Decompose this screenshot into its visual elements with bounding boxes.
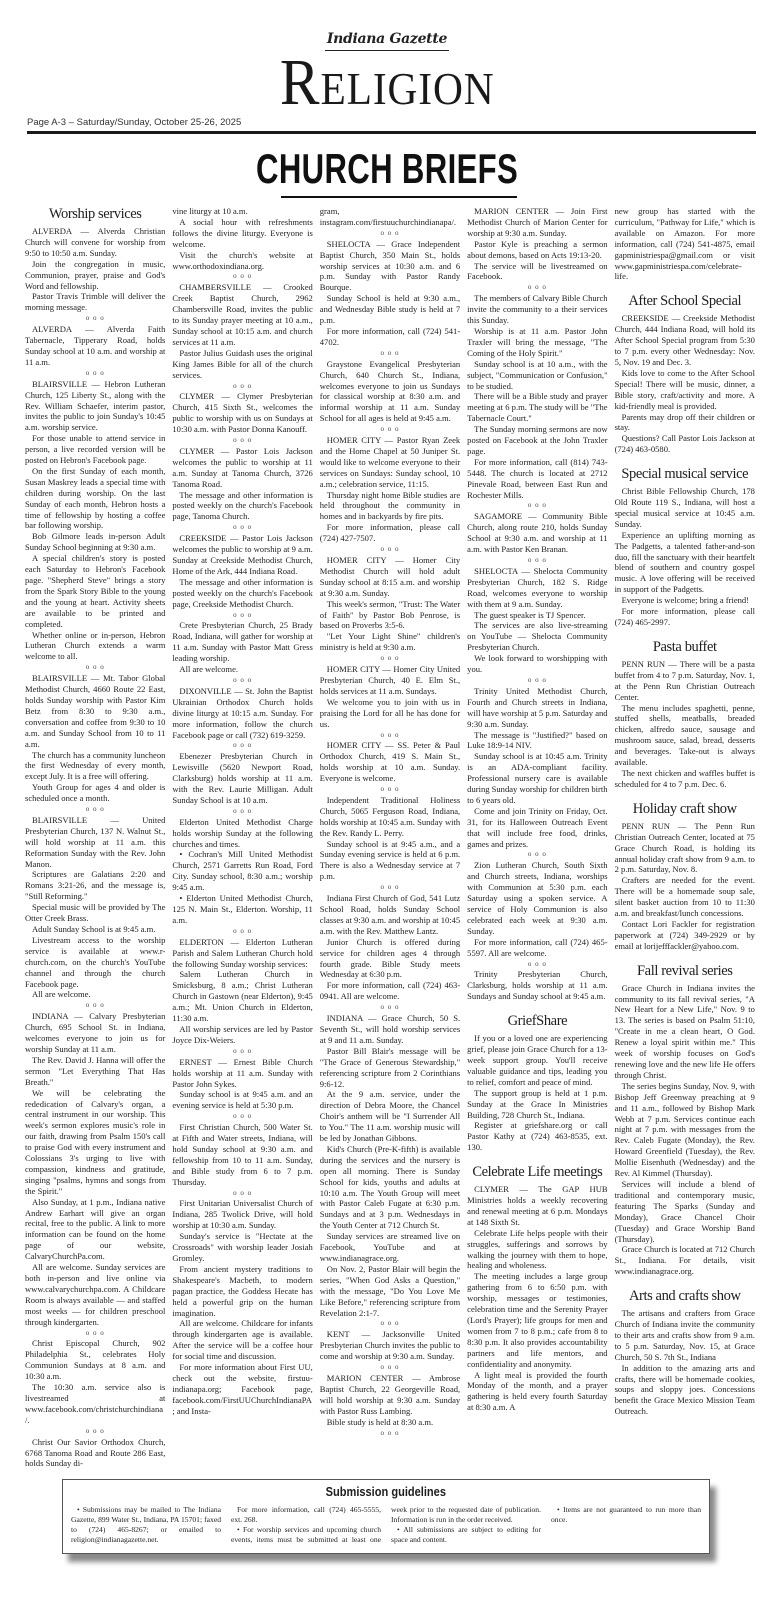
brief-paragraph: Pastor Kyle is preaching a sermon about demons, based on Acts 19:13-20. (467, 238, 608, 260)
item-separator: o o o (233, 523, 253, 532)
item-separator: o o o (380, 1319, 400, 1328)
brief-paragraph-continued: new group has started with the curriculum, "Pathway for Life," which is available on Amazon. For more information, call (724) 541-4875, email gapministriespa@gmail.com or visit www.gapministriespa.com/celebrate-life. (614, 206, 755, 282)
brief-paragraph: Experience an uplifting morning as The Padgetts, a talented father-and-son duo, fill the sanctuary with their heartfelt blend of southern and country gospel music. A love offering will be received in support of the Padgetts. (614, 529, 755, 595)
brief-paragraph: The services are also live-streaming on YouTube — Shelocta Community Presbyterian Church. (467, 620, 608, 653)
brief-paragraph: The support group is held at 1 p.m. Sunday at the Grace In Ministries Building, 728 Church St., Indiana. (467, 1087, 608, 1120)
section-heading: Holiday craft show (632, 800, 737, 817)
item-separator: o o o (380, 883, 400, 892)
item-separator: o o o (233, 272, 253, 281)
item-separator: o o o (380, 654, 400, 663)
brief-paragraph: We look forward to worshipping with you. (467, 653, 608, 675)
brief-paragraph: For more information, call (724) 463-0941. All are welcome. (319, 980, 461, 1002)
brief-paragraph-continued: vine liturgy at 10 a.m. (172, 206, 248, 216)
brief-paragraph: BLAIRSVILLE — Mt. Tabor Global Methodist Church, 4660 Route 22 East, holds Sunday worship with Pastor Kim Betz from 8:30 to 9:30 a.m., conversation and coffee from 9:30 to 10 a.m. and Sunday School from 10 to 11 a.m. (25, 673, 166, 749)
brief-paragraph: Sunday School is held at 9:30 a.m., and Wednesday Bible study is held at 7 p.m. (319, 293, 461, 326)
brief-paragraph: Zion Lutheran Church, South Sixth and Church streets, Indiana, worships with Communion at 5:30 p.m. each Saturday using a spoken service. A service of Holy Communion is also celebrated each week at 9:30 a.m. Sunday. (467, 860, 608, 936)
brief-paragraph: Youth Group for ages 4 and older is scheduled once a month. (25, 782, 166, 804)
brief-paragraph: HOMER CITY — SS. Peter & Paul Orthodox Church, 419 S. Main St., holds worship at 10 a.m. Sunday. Everyone is welcome. (319, 740, 461, 784)
brief-paragraph: This week's sermon, "Trust: The Water of Faith" by Pastor Bob Penrose, is based on Proverbs 3:5-6. (319, 598, 461, 631)
article-columns (25, 206, 755, 1469)
brief-paragraph: MARION CENTER — Join First Methodist Church of Marion Center for worship at 9:30 a.m. Sunday. (467, 206, 608, 238)
brief-paragraph: Christ Our Savior Orthodox Church, 6768 Tanoma Road and Route 286 East, holds Sunday di- (25, 1436, 166, 1469)
brief-paragraph: Crafters are needed for the event. There will be a homemade soup sale, silent basket auction from 10 to 11:30 a.m. and breakfast/lunch concessions. (614, 875, 755, 919)
guideline-paragraph: • Submissions may be mailed to The Indiana Gazette, 899 Water St., Indiana, PA 15701; faxed to (724) 465-8267; or emailed to religion@indianagazette.net. (71, 1505, 221, 1545)
brief-paragraph: Grace Church in Indiana invites the community to its fall revival series, "A New Heart for a New Life," Nov. 9 to 13. The series is based on Psalm 51:10, "Create in me a clean heart, O God. Renew a loyal spirit within me." This week of worship focuses on God's renewing love and the new life He offers through Christ. (614, 982, 755, 1080)
brief-paragraph: CREEKSIDE — Pastor Lois Jackson welcomes the public to worship at 9 a.m. Sunday at Creekside Methodist Church, Home of the Ark, 444 Indiana Road. (172, 533, 313, 576)
brief-paragraph: Special music will be provided by The Otter Creek Brass. (25, 902, 166, 924)
brief-paragraph: All are welcome. Childcare for infants through kindergarten age is available. After the service will be a coffee hour for social time and discussion. (172, 1318, 313, 1362)
brief-paragraph: HOMER CITY — Homer City Methodist Church will hold adult Sunday school at 8:15 a.m. and worship at 9:30 a.m. Sunday. (319, 555, 461, 598)
brief-paragraph: In addition to the amazing arts and crafts, there will be homemade cookies, soups and sloppy joes. Concessions benefit the Grace Mexico Mission Team Outreach. (614, 1362, 755, 1417)
brief-paragraph: ALVERDA — Alverda Faith Tabernacle, Tipperary Road, holds Sunday school at 10 a.m. and worship at 11 a.m. (25, 324, 166, 367)
item-separator: o o o (85, 314, 105, 323)
brief-paragraph: Livestream access to the worship service is available at www.r-church.com, on the church's YouTube channel and through the church Facebook page. (25, 934, 166, 989)
brief-paragraph: The church has a community luncheon the first Wednesday of every month, except July. It is a free will offering. (25, 749, 166, 782)
submission-guidelines-title (63, 1484, 709, 1499)
section-heading: Special musical service (621, 466, 749, 483)
brief-paragraph: Elderton United Methodist Charge holds worship Sunday at the following churches and times. (172, 816, 313, 849)
brief-paragraph: All are welcome. (179, 664, 239, 675)
newspaper-name: Indiana Gazette (325, 31, 449, 51)
brief-paragraph: PENN RUN — The Penn Run Christian Outreach Center, located at 75 Grace Church Road, is holding its annual holiday craft show from 9 a.m. to 2 p.m. Saturday, Nov. 8. (614, 820, 755, 875)
brief-paragraph: Christ Episcopal Church, 902 Philadelphia St., celebrates Holy Communion Sundays at 8 a.m. and 10:30 a.m. (25, 1338, 166, 1382)
brief-paragraph: INDIANA — Calvary Presbyterian Church, 695 School St. in Indiana, welcomes everyone to join us for worship Sunday at 11 a.m. (25, 1011, 166, 1054)
brief-paragraph: Sunday services are streamed live on Facebook, YouTube and at www.indianagrace.org. (319, 1231, 461, 1263)
brief-paragraph: Trinity United Methodist Church, Fourth and Church streets in Indiana, will have worship at 5 p.m. Saturday and 9:30 a.m. Sunday. (467, 685, 608, 729)
brief-paragraph: The 10:30 a.m. service also is livestreamed at www.facebook.com/christchurchindiana/. (25, 1382, 166, 1425)
item-separator: o o o (527, 959, 547, 968)
brief-paragraph: Graystone Evangelical Presbyterian Church, 640 Church St., Indiana, welcomes everyone to join us Sundays for classical worship at 8:30 a.m. and informal worship at 11 a.m. Sunday School for all ages is held at 9:45 a.m. (319, 358, 461, 424)
brief-paragraph: For more information about First UU, check out the website, firstuu-indianapa.org; Facebook page, facebook.com/FirstUUChurchIndianaPA; and Insta- (172, 1362, 313, 1416)
brief-paragraph: CLYMER — The GAP HUB Ministries holds a weekly recovering and renewal meeting at 6 p.m. Mondays at 148 Sixth St. (467, 1184, 608, 1227)
submission-guidelines-text (63, 1505, 709, 1545)
brief-paragraph: Indiana First Church of God, 541 Lutz School Road, holds Sunday School classes at 9:30 a.m. and worship at 10:45 a.m. with the Rev. Matthew Lantz. (319, 893, 461, 936)
item-separator: o o o (527, 501, 547, 510)
brief-paragraph: Pastor Julius Guidash uses the original King James Bible for all of the church services. (172, 347, 313, 380)
brief-paragraph: The series begins Sunday, Nov. 9, with Bishop Jeff Greenway preaching at 9 and 11 a.m., followed by Bishop Mark Webb at 7 p.m. Services continue each night at 7 p.m. with messages from the Rev. Caleb Fugate (Monday), the Rev. Howard Greenfield (Tuesday), the Rev. Mollie Eisenhuth (Wednesday) and the Rev. Al Kimmel (Thursday). (614, 1080, 755, 1179)
guideline-paragraph: • Items are not guaranteed to run more than once. (551, 1505, 701, 1525)
brief-paragraph: All worship services are led by Pastor Joyce Dix-Weiers. (172, 1023, 313, 1045)
brief-paragraph: The guest speaker is TJ Spencer. (474, 609, 586, 620)
brief-paragraph: All are welcome. Sunday services are both in-person and live online via www.calvarychurchpa.com. A Childcare Room is always available — and staffed most weeks — for children preschool through kindergarten. (25, 1262, 166, 1327)
brief-paragraph: On Nov. 2, Pastor Blair will begin the series, "When God Asks a Question," with the message, "Do You Love Me Like Before," referencing scripture from Revelation 2:1-7. (319, 1263, 461, 1318)
brief-paragraph: A social hour with refreshments follows the divine liturgy. Everyone is welcome. (172, 216, 313, 249)
brief-paragraph: Join the congregation in music, Communion, prayer, praise and God's Word and fellowship. (25, 258, 166, 291)
item-separator: o o o (233, 741, 253, 750)
brief-paragraph: Sunday school is at 9:45 a.m. and an evening service is held at 5:30 p.m. (172, 1089, 313, 1111)
brief-paragraph: For those unable to attend service in person, a live recorded version will be posted on Hebron's Facebook page. (25, 433, 166, 466)
brief-paragraph: We will be celebrating the rededication of Calvary's organ, a central instrument in our worship. This week's sermon explores music's role in our faith, drawing from Psalm 150's call to praise God with every instrument and Colossians 3's urging to live with compassion, kindness and gratitude, singing "psalms, hymns and songs from the Spirit." (25, 1087, 166, 1196)
brief-paragraph: Visit the church's website at www.orthodoxindiana.org. (172, 249, 313, 271)
item-separator: o o o (233, 1046, 253, 1055)
brief-paragraph: Sunday school is at 9:45 a.m., and a Sunday evening service is held at 6 p.m. There is also a Wednesday service at 7 p.m. (319, 838, 461, 882)
page-header (0, 0, 774, 206)
brief-paragraph: Bible study is held at 8:30 a.m. (326, 1416, 434, 1427)
brief-paragraph: Parents may drop off their children or stay. (614, 411, 755, 433)
brief-paragraph: For more information, please call (724) 427-7507. (319, 522, 461, 544)
column-2 (172, 206, 312, 1417)
item-separator: o o o (233, 381, 253, 390)
brief-paragraph: CHAMBERSVILLE — Crooked Creek Baptist Church, 2962 Chambersville Road, invites the public to its Sunday prayer meeting at 10 a.m., Sunday school at 10:15 a.m. and church services at 11 a.m. (172, 282, 313, 347)
item-separator: o o o (527, 283, 547, 292)
brief-paragraph: Sunday school is at 10 a.m., with the subject, "Communication or Confusion," to be studied. (467, 358, 608, 391)
brief-paragraph: For more information, call (814) 743-5448. The church is located at 2712 Pinevale Road, between East Run and Rochester Mills. (467, 456, 608, 500)
brief-paragraph: CLYMER — Clymer Presbyterian Church, 415 Sixth St., welcomes the public to worship with us on Sundays at 10:30 a.m. with Pastor Donna Kanouff. (172, 391, 313, 435)
item-separator: o o o (380, 348, 400, 357)
brief-paragraph: Independent Traditional Holiness Church, 5065 Ferguson Road, Indiana, holds worship at 10:45 a.m. Sunday with the Rev. Randy L. Perry. (319, 794, 461, 838)
brief-paragraph: The members of Calvary Bible Church invite the community to a their services this Sunday. (467, 293, 608, 326)
item-separator: o o o (233, 610, 253, 619)
item-separator: o o o (233, 675, 253, 684)
page-title (0, 146, 774, 192)
item-separator: o o o (85, 368, 105, 377)
brief-paragraph: The Rev. David J. Hanna will offer the sermon "Let Everything That Has Breath." (25, 1054, 166, 1087)
dateline: Page A-3 – Saturday/Sunday, October 25-26, 2025 (27, 117, 242, 128)
brief-paragraph: Grace Church is located at 712 Church St., Indiana. For details, visit www.indianagrace.org. (614, 1244, 755, 1277)
item-separator: o o o (233, 806, 253, 815)
item-separator: o o o (233, 436, 253, 445)
brief-paragraph: Register at griefshare.org or call Pastor Kathy at (724) 463-8535, ext. 130. (467, 1120, 608, 1153)
brief-paragraph: Scriptures are Galatians 2:20 and Romans 3:21-26, and the message is, "Still Reforming." (25, 869, 166, 902)
brief-paragraph: If you or a loved one are experiencing grief, please join Grace Church for a 13-week support group. You'll receive valuable guidance and tips, leading you to relief, comfort and peace of mind. (467, 1033, 608, 1087)
section-heading: Arts and crafts show (628, 1288, 741, 1305)
brief-paragraph: "Let Your Light Shine" children's ministry is held at 9:30 a.m. (319, 631, 461, 653)
column-1 (25, 206, 165, 1469)
brief-paragraph: The message and other information is posted weekly on the church's Facebook page, Creekside Methodist Church. (172, 576, 313, 609)
brief-paragraph: The service will be livestreamed on Facebook. (467, 260, 608, 282)
item-separator: o o o (233, 1112, 253, 1121)
brief-paragraph: KENT — Jacksonville United Presbyterian Church invites the public to come and worship at 9:30 a.m. Sunday. (319, 1329, 461, 1362)
brief-paragraph: For more information, call (724) 541-4702. (319, 325, 461, 347)
brief-paragraph: Questions? Call Pastor Lois Jackson at (724) 463-0580. (614, 433, 755, 455)
brief-paragraph: For more information, please call (724) 465-2997. (614, 606, 755, 627)
guideline-paragraph: For more information, call (724) 465-5555, ext. 268. (231, 1505, 381, 1525)
item-separator: o o o (527, 850, 547, 859)
brief-paragraph: BLAIRSVILLE — Hebron Lutheran Church, 125 Liberty St., along with the Rev. William Schaefer, interim pastor, invites the public to join Sunday's 10:45 a.m. worship service. (25, 378, 166, 433)
brief-paragraph: Celebrate Life helps people with their struggles, sufferings and sorrows by walking the journey with them to hope, healing and wholeness. (467, 1227, 608, 1271)
brief-paragraph: • Elderton United Methodist Church, 125 N. Main St., Elderton. Worship, 11 a.m. (172, 893, 313, 925)
brief-paragraph: The message and other information is posted weekly on the church's Facebook page, Tanoma Church. (172, 489, 313, 522)
brief-paragraph: First Unitarian Universalist Church of Indiana, 285 Twolick Drive, will hold worship at 10:30 a.m. Sunday. (172, 1198, 313, 1231)
brief-paragraph: Adult Sunday School is at 9:45 a.m. (32, 924, 156, 934)
brief-paragraph: Pastor Bill Blair's message will be "The Grace of Generous Stewardship," referencing scripture from 2 Corinthians 9:6-12. (319, 1045, 461, 1089)
brief-paragraph: We welcome you to join with us in praising the Lord for all he has done for us. (319, 696, 461, 729)
brief-paragraph: There will be a Bible study and prayer meeting at 6 p.m. The study will be "The Tabernacle Court." (467, 391, 608, 424)
brief-paragraph-continued: gram, instagram.com/firstuuchurchindianapa/. (319, 206, 457, 227)
brief-paragraph: ELDERTON — Elderton Lutheran Parish and Salem Lutheran Church hold the following Sunday worship services: (172, 936, 313, 969)
header-rule (27, 131, 756, 134)
brief-paragraph: SAGAMORE — Community Bible Church, along route 210, holds Sunday School at 9:30 a.m. and worship at 11 a.m. with Pastor Ken Branan. (467, 511, 608, 555)
item-separator: o o o (233, 1188, 253, 1197)
column-3 (320, 206, 460, 1438)
submission-title-text: Submission guidelines (325, 1484, 447, 1500)
brief-paragraph: Thursday night home Bible studies are held throughout the community in homes and in backyards by fire pits. (319, 489, 461, 522)
column-5 (615, 206, 755, 1417)
brief-paragraph: SHELOCTA — Shelocta Community Presbyterian Church, 182 S. Ridge Road, welcomes everyone to worship with them at 9 a.m. Sunday. (467, 565, 608, 609)
section-title (0, 46, 774, 119)
brief-paragraph: For more information, call (724) 465-5597. All are welcome. (467, 936, 608, 958)
brief-paragraph: Crete Presbyterian Church, 25 Brady Road, Indiana, will gather for worship at 11 a.m. Sunday with Pastor Matt Gress leading worship. (172, 620, 313, 664)
brief-paragraph: Christ Bible Fellowship Church, 178 Old Route 119 S., Indiana, will host a special musical service at 10:45 a.m. Sunday. (614, 486, 755, 529)
item-separator: o o o (85, 1328, 105, 1337)
brief-paragraph: Sunday's service is "Hectate at the Crossroads" with worship leader Josiah Gromley. (172, 1231, 313, 1263)
brief-paragraph: Kids love to come to the After School Special! There will be music, dinner, a Bible story, craft/activity and more. A kid-friendly meal is provided. (614, 367, 755, 411)
brief-paragraph: Junior Church is offered during service for children ages 4 through fourth grade. Bible Study meets Wednesday at 6:30 p.m. (319, 936, 461, 980)
brief-paragraph: From ancient mystery traditions to Shakespeare's Macbeth, to modern pagan practice, the Goddess Hecate has held a powerful grip on the human imagination. (172, 1263, 313, 1318)
item-separator: o o o (527, 675, 547, 684)
page-title-text: CHURCH BRIEFS (255, 145, 519, 192)
section-heading: Fall revival series (637, 962, 733, 979)
brief-paragraph: ERNEST — Ernest Bible Church holds worship at 11 a.m. Sunday with Pastor John Sykes. (172, 1056, 313, 1089)
section-heading: After School Special (628, 293, 742, 310)
item-separator: o o o (85, 663, 105, 672)
brief-paragraph: MARION CENTER — Ambrose Baptist Church, 22 Georgeville Road, will hold worship at 9:30 a.m. Sunday with Pastor Russ Lambing. (319, 1372, 461, 1416)
brief-paragraph: Also Sunday, at 1 p.m., Indiana native Andrew Earhart will give an organ recital, free to the public. A link to more information can be found on the home page of our website, CalvaryChurchPa.com. (25, 1196, 166, 1262)
brief-paragraph: The next chicken and waffles buffet is scheduled for 4 to 7 p.m. Dec. 6. (614, 767, 755, 789)
brief-paragraph: DIXONVILLE — St. John the Baptist Ukrainian Orthodox Church holds divine liturgy at 10:15 a.m. Sunday. For more information, follow the church Facebook page or call (732) 619-3259. (172, 685, 313, 740)
brief-paragraph: HOMER CITY — Pastor Ryan Zeek and the Home Chapel at 50 Juniper St. would like to welcome everyone to their services on Sundays: Sunday school, 10 a.m.; celebration service, 11:15. (319, 435, 461, 489)
brief-paragraph: First Christian Church, 500 Water St. at Fifth and Water streets, Indiana, will hold Sunday school at 9:30 a.m. and fellowship from 10 to 11 a.m. Sunday, and Bible study from 6 to 7 p.m. Thursday. (172, 1122, 313, 1187)
brief-paragraph: The artisans and crafters from Grace Church of Indiana invite the community to their arts and crafts show from 9 a.m. to 5 p.m. Saturday, Nov. 15, at Grace Church, 50 S. 7th St., Indiana (614, 1308, 755, 1362)
brief-paragraph: Services will include a blend of traditional and contemporary music, featuring The Sparks (Sunday and Monday), Grace Chancel Choir (Tuesday) and Grace Worship Band (Thursday). (614, 1178, 755, 1244)
brief-paragraph: The meeting includes a large group gathering from 6 to 6:50 p.m. with worship, messages or testimonies, celebration time and the Serenity Prayer (Lord's Prayer); life groups for men and women from 7 to 8 p.m.; cafe from 8 to 8:30 p.m. It also provides accountability partners and life mentors, and confidentiality and anonymity. (467, 1271, 608, 1369)
section-title-text: Religion (279, 46, 495, 119)
brief-paragraph: On the first Sunday of each month, Susan Maskrey leads a special time with children during worship. On the last Sunday of each month, Hebron hosts a time of fellowship by hosting a coffee bar following worship. (25, 465, 166, 531)
item-separator: o o o (380, 785, 400, 794)
item-separator: o o o (380, 228, 400, 237)
brief-paragraph: • Cochran's Mill United Methodist Church, 2571 Garretts Run Road, Ford City. Sunday school, 8:30 a.m.; worship 9:45 a.m. (172, 849, 313, 893)
brief-paragraph: Whether online or in-person, Hebron Lutheran Church extends a warm welcome to all. (25, 629, 166, 662)
brief-paragraph: The message is "Justified?" based on Luke 18:9-14 NIV. (467, 729, 608, 751)
brief-paragraph: A light meal is provided the fourth Monday of the month, and a prayer gathering is held every fourth Saturday at 8:30 a.m. A (467, 1369, 608, 1413)
item-separator: o o o (85, 1001, 105, 1010)
submission-guidelines-box (62, 1479, 710, 1554)
brief-paragraph: CLYMER — Pastor Lois Jackson welcomes the public to worship at 11 a.m. Sunday at Tanoma Church, 3726 Tanoma Road. (172, 445, 313, 489)
item-separator: o o o (527, 556, 547, 564)
brief-paragraph: All are welcome. (32, 989, 91, 1000)
brief-paragraph: Ebenezer Presbyterian Church in Lewisville (5620 Newport Road, Clarksburg) holds worship at 11 a.m. with the Rev. Laurie Milligan. Adult Sunday School is at 10 a.m. (172, 751, 313, 805)
brief-paragraph: Come and join Trinity on Friday, Oct. 31, for its Halloween Outreach Event that will include free food, drinks, games and prizes. (467, 805, 608, 849)
item-separator: o o o (380, 1363, 400, 1372)
brief-paragraph: Worship is at 11 a.m. Pastor John Traxler will bring the message, "The Coming of the Holy Spirit." (467, 325, 608, 358)
section-heading: GriefShare (507, 1013, 568, 1030)
brief-paragraph: The Sunday morning sermons are now posted on Facebook at the John Traxler page. (467, 424, 608, 456)
brief-paragraph: Salem Lutheran Church in Smicksburg, 8 a.m.; Christ Lutheran Church in Gastown (near Elderton), 9:45 a.m.; Mt. Union Church in Elderton, 11:30 a.m. (172, 969, 313, 1024)
item-separator: o o o (85, 805, 105, 814)
item-separator: o o o (233, 926, 253, 935)
item-separator: o o o (85, 1426, 105, 1435)
item-separator: o o o (380, 730, 400, 739)
brief-paragraph: The menu includes spaghetti, penne, stuffed shells, meatballs, breaded chicken, alfredo sauce, sausage and mushroom sauce, salad, bread, desserts and beverages. Take-out is always available. (614, 702, 755, 768)
item-separator: o o o (380, 545, 400, 554)
brief-paragraph: PENN RUN — There will be a pasta buffet from 4 to 7 p.m. Saturday, Nov. 1, at the Penn Run Christian Outreach Center. (614, 658, 755, 702)
brief-paragraph: At the 9 a.m. service, under the direction of Debra Moore, the Chancel Choir's anthem will be "I Surrender All to You." The 11 a.m. worship music will be led by Jonathan Gibbons. (319, 1089, 461, 1144)
brief-paragraph: Sunday school is at 10:45 a.m. Trinity is an ADA-compliant facility. Professional nursery care is available during Sunday worship for children birth to 6 years old. (467, 751, 608, 805)
item-separator: o o o (380, 425, 400, 434)
brief-paragraph: BLAIRSVILLE — United Presbyterian Church, 137 N. Walnut St., will hold worship at 11 a.m. this Reformation Sunday with the Rev. John Manon. (25, 814, 166, 869)
brief-paragraph: A special children's story is posted each Saturday to Hebron's Facebook page. "Shepherd Steve" brings a story from the Spark Story Bible to the young and the young at heart. Activity sheets are available to be printed and completed. (25, 553, 166, 629)
brief-paragraph: ALVERDA — Alverda Christian Church will convene for worship from 9:50 to 10:50 a.m. Sunday. (25, 226, 166, 258)
guideline-paragraph: • All submissions are subject to editing for space and content. (391, 1525, 541, 1545)
item-separator: o o o (380, 1428, 400, 1437)
brief-paragraph: Bob Gilmore leads in-person Adult Sunday School beginning at 9:30 a.m. (25, 531, 166, 553)
brief-paragraph: Everyone is welcome; bring a friend! (621, 595, 750, 606)
brief-paragraph: Pastor Travis Trimble will deliver the morning message. (25, 291, 166, 313)
section-heading: Pasta buffet (652, 638, 717, 655)
column-4 (467, 206, 607, 1413)
brief-paragraph: Contact Lori Fackler for registration paperwork at (724) 349-2929 or by email at lorijefffackler@yahoo.com. (614, 918, 755, 951)
section-heading: Worship services (48, 206, 142, 222)
brief-paragraph: HOMER CITY — Homer City United Presbyterian Church, 40 E. Elm St., holds services at 11 a.m. Sundays. (319, 664, 461, 696)
section-heading: Celebrate Life meetings (472, 1164, 603, 1181)
brief-paragraph: Kid's Church (Pre-K-fifth) is available during the services and the nursery is open all morning. There is Sunday School for kids, youths and adults at 10:10 a.m. The Youth Group will meet with Pastor Caleb Fugate at 6:30 p.m. Sundays and at 3 p.m. Wednesdays in the Youth Center at 712 Church St. (319, 1143, 461, 1231)
brief-paragraph: CREEKSIDE — Creekside Methodist Church, 444 Indiana Road, will hold its After School Special program from 5:30 to 7 p.m. every other Wednesday: Nov. 5, Nov. 19 and Dec. 3. (614, 313, 755, 367)
page-title-underline (281, 196, 517, 198)
guideline-paragraph: • For worship services and upcoming church events, items must be submitted at least one week prior to the requested date of publication. Information is run in the order received. (231, 1505, 541, 1545)
brief-paragraph: INDIANA — Grace Church, 50 S. Seventh St., will hold worship services at 9 and 11 a.m. Sunday. (319, 1013, 461, 1045)
item-separator: o o o (380, 1003, 400, 1012)
brief-paragraph: SHELOCTA — Grace Independent Baptist Church, 350 Main St., holds worship services at 10:30 a.m. and 6 p.m. Sunday with Pastor Randy Bourque. (319, 238, 461, 293)
brief-paragraph: Trinity Presbyterian Church, Clarksburg, holds worship at 11 a.m. Sundays and Sunday school at 9:45 a.m. (467, 969, 608, 1002)
